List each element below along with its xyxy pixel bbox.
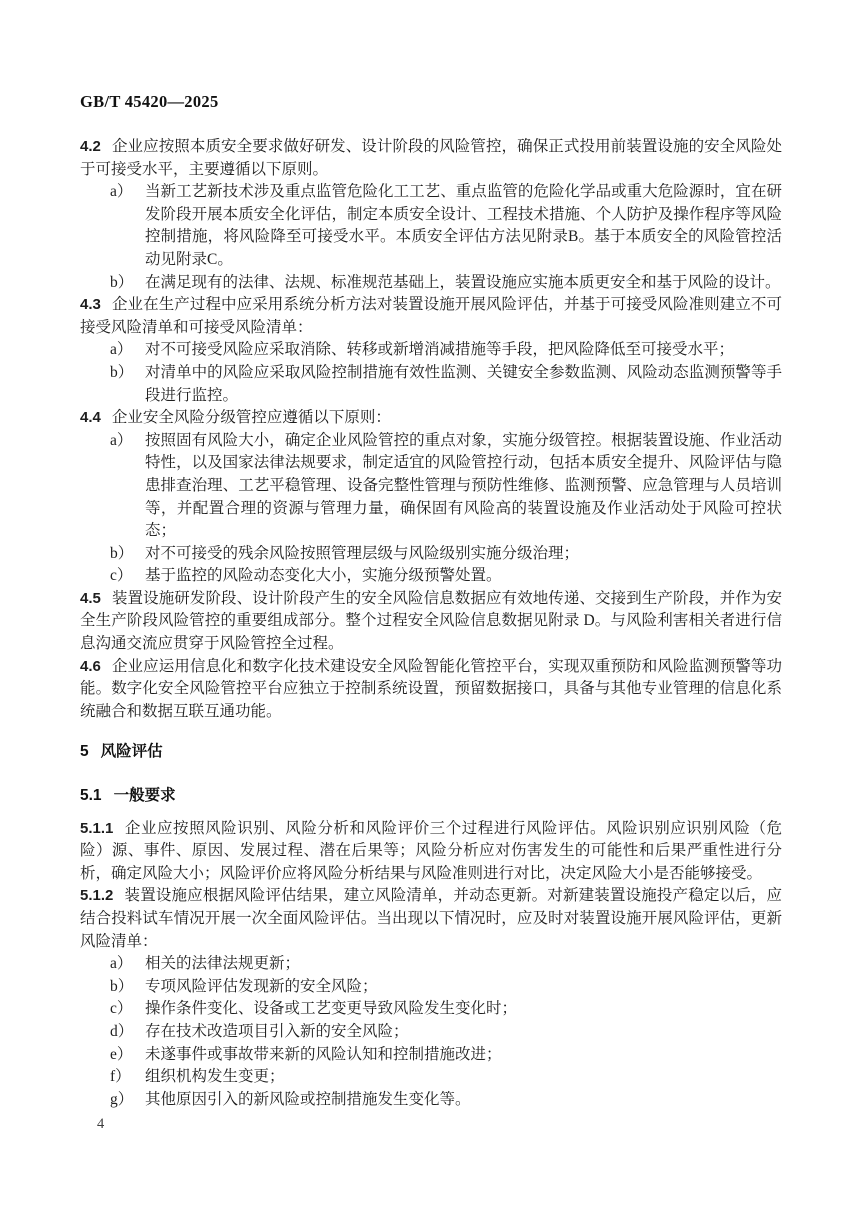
heading-label: 一般要求 — [113, 787, 176, 805]
list-item — [80, 1066, 782, 1089]
section-number: 4.5 — [80, 589, 101, 607]
list-item-text: 存在技术改造项目引入新的安全风险； — [145, 1022, 409, 1040]
list-marker: f） — [110, 1068, 131, 1086]
section-number: 5.1.2 — [80, 887, 114, 905]
section-4-6 — [80, 656, 782, 724]
list-marker: a） — [110, 183, 133, 201]
heading-chapter-5 — [80, 741, 782, 764]
list-item-text: 基于监控的风险动态变化大小，实施分级预警处置。 — [145, 567, 502, 585]
page-number: 4 — [97, 1116, 105, 1132]
heading-number: 5.1 — [80, 787, 102, 805]
list-item-text: 按照固有风险大小，确定企业风险管控的重点对象，实施分级管控。根据装置设施、作业活动特性，以及国家法律法规要求，制定适宜的风险管控行动，包括本质安全提升、风险评估与隐患排查治理、工艺平稳管理、设备完整性管理与预防性维修、监测预警、应急管理与人员培训等，并配置合理的资源与管理力量，确保固有风险高的装置设施及作业活动处于风险可控状态； — [145, 431, 782, 540]
section-4-2 — [80, 136, 782, 181]
list-item — [80, 953, 782, 976]
list-marker: b） — [110, 544, 134, 562]
list-item — [80, 1044, 782, 1067]
list-item-text: 未遂事件或事故带来新的风险认知和控制措施改进； — [145, 1045, 502, 1063]
list-marker: c） — [110, 567, 133, 585]
list-item — [80, 430, 782, 543]
section-number: 4.4 — [80, 409, 101, 427]
section-4-4 — [80, 407, 782, 430]
section-text: 企业应按照风险识别、风险分析和风险评价三个过程进行风险评估。风险识别应识别风险（危险）源、事件、原因、发展过程、潜在后果等；风险分析应对伤害发生的可能性和后果严重性进行分析，确定风险大小；风险评价应将风险分析结果与风险准则进行对比，决定风险大小是否能够接受。 — [80, 819, 782, 882]
list-item-text: 组织机构发生变更； — [145, 1068, 285, 1086]
list-item — [80, 543, 782, 566]
section-text: 企业在生产过程中应采用系统分析方法对装置设施开展风险评估，并基于可接受风险准则建立不可接受风险清单和可接受风险清单： — [80, 296, 782, 336]
section-number: 4.3 — [80, 296, 101, 314]
list-item-text: 在满足现有的法律、法规、标准规范基础上，装置设施应实施本质更安全和基于风险的设计。 — [145, 273, 781, 291]
section-4-3 — [80, 294, 782, 339]
list-item — [80, 976, 782, 999]
list-item — [80, 1089, 782, 1112]
list-item-text: 专项风险评估发现新的安全风险； — [145, 977, 378, 995]
list-item-text: 对清单中的风险应采取风险控制措施有效性监测、关键安全参数监测、风险动态监测预警等手段进行监控。 — [145, 363, 782, 404]
document-body — [80, 136, 782, 1111]
heading-label: 风险评估 — [100, 743, 163, 761]
list-item — [80, 272, 782, 295]
list-marker: a） — [110, 431, 133, 449]
list-item-text: 对不可接受风险应采取消除、转移或新增消减措施等手段，把风险降低至可接受水平； — [145, 341, 735, 359]
section-text: 企业应运用信息化和数字化技术建设安全风险智能化管控平台，实现双重预防和风险监测预警等功能。数字化安全风险管控平台应独立于控制系统设置，预留数据接口，具备与其他专业管理的信息化系统融合和数据互联互通功能。 — [80, 657, 782, 720]
list-marker: d） — [110, 1022, 134, 1040]
list-item-text: 操作条件变化、设备或工艺变更导致风险发生变化时； — [145, 1000, 518, 1018]
list-item — [80, 998, 782, 1021]
section-text: 企业安全风险分级管控应遵循以下原则： — [111, 409, 391, 427]
list-marker: a） — [110, 955, 133, 973]
list-marker: a） — [110, 341, 133, 359]
list-marker: c） — [110, 1000, 133, 1018]
list-item — [80, 362, 782, 407]
list-item — [80, 181, 782, 271]
list-marker: b） — [110, 363, 134, 381]
list-item — [80, 1021, 782, 1044]
section-number: 4.2 — [80, 138, 101, 155]
section-text: 企业应按照本质安全要求做好研发、设计阶段的风险管控，确保正式投用前装置设施的安全风险处于可接受水平，主要遵循以下原则。 — [80, 138, 782, 178]
list-item-text: 当新工艺新技术涉及重点监管危险化工工艺、重点监管的危险化学品或重大危险源时，宜在研发阶段开展本质安全化评估，制定本质安全设计、工程技术措施、个人防护及操作程序等风险控制措施，将风险降至可接受水平。本质安全评估方法见附录B。基于本质安全的风险管控活动见附录C。 — [145, 183, 782, 268]
list-item — [80, 565, 782, 588]
list-item-text: 对不可接受的残余风险按照管理层级与风险级别实施分级治理； — [145, 544, 580, 562]
section-number: 5.1.1 — [80, 819, 114, 837]
list-item-text: 相关的法律法规更新； — [145, 955, 301, 973]
standard-code-header: GB/T 45420—2025 — [80, 92, 219, 111]
list-marker: b） — [110, 273, 134, 291]
list-item-text: 其他原因引入的新风险或控制措施发生变化等。 — [145, 1090, 471, 1108]
heading-number: 5 — [80, 743, 89, 761]
list-item — [80, 339, 782, 362]
list-marker: e） — [110, 1045, 133, 1063]
heading-section-5-1 — [80, 785, 782, 808]
section-number: 4.6 — [80, 657, 101, 675]
section-5-1-1 — [80, 818, 782, 886]
list-marker: g） — [110, 1090, 134, 1108]
section-4-5 — [80, 588, 782, 656]
section-text: 装置设施应根据风险评估结果，建立风险清单，并动态更新。对新建装置设施投产稳定以后，应结合投料试车情况开展一次全面风险评估。当出现以下情况时，应及时对装置设施开展风险评估，更新风险清单： — [80, 887, 782, 950]
section-text: 装置设施研发阶段、设计阶段产生的安全风险信息数据应有效地传递、交接到生产阶段，并作为安全生产阶段风险管控的重要组成部分。整个过程安全风险信息数据见附录 D。与风险利害相关者进行信息沟通交流应贯穿于风险管控全过程。 — [80, 589, 782, 653]
section-5-1-2 — [80, 885, 782, 953]
list-marker: b） — [110, 977, 134, 995]
